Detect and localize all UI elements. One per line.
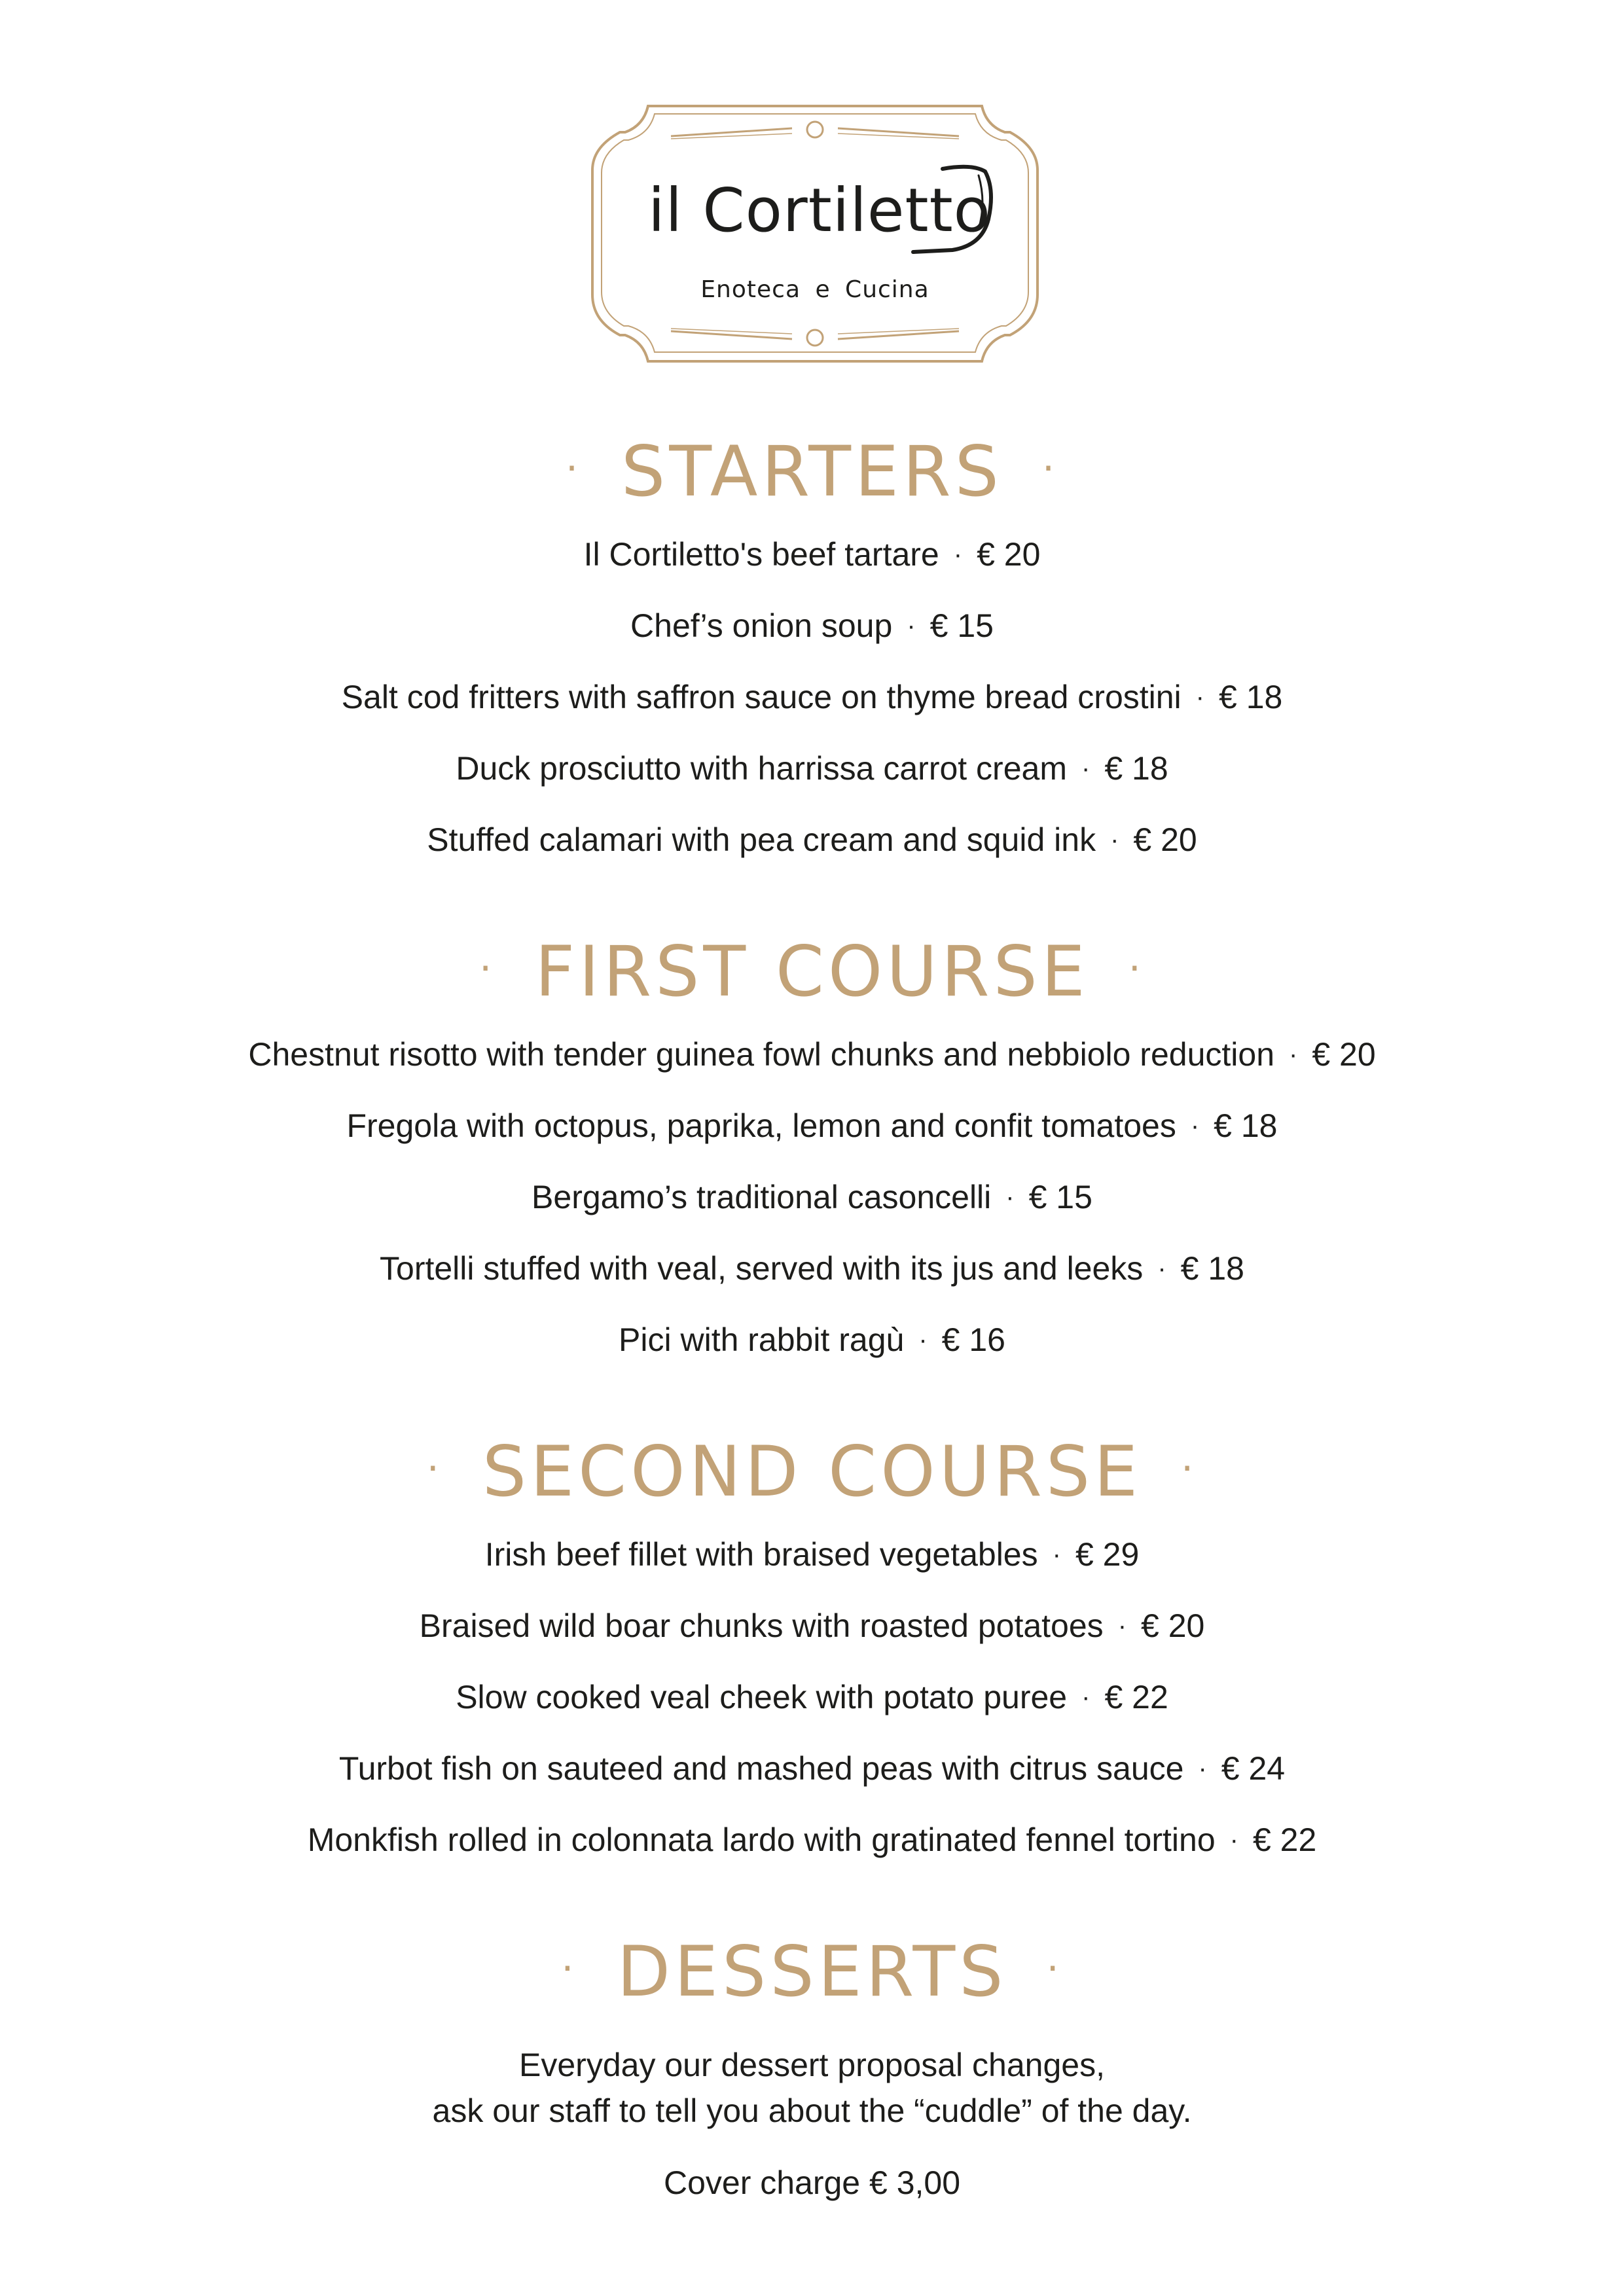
menu-item-name: Pici with rabbit ragù [619, 1321, 905, 1358]
menu-item-separator: · [907, 611, 916, 640]
title-dot-right: · [1046, 1946, 1063, 1992]
menu-item-separator: · [1157, 1254, 1166, 1283]
section-title-second-course [0, 1431, 1624, 1512]
menu-item-price: € 22 [1104, 1679, 1168, 1715]
menu-item-name: Bergamo’s traditional casoncelli [532, 1179, 992, 1215]
title-dot-left: · [426, 1446, 443, 1492]
menu-item [0, 681, 1624, 713]
menu-item-name: Slow cooked veal cheek with potato puree [456, 1679, 1068, 1715]
menu-item-separator: · [1289, 1040, 1298, 1069]
menu-item-name: Salt cod fritters with saffron sauce on thyme bread crostini [341, 679, 1182, 715]
menu-item-price: € 24 [1221, 1750, 1286, 1787]
title-dot-right: · [1181, 1446, 1198, 1492]
title-dot-left: · [565, 446, 583, 492]
menu-item-name: Duck prosciutto with harrissa carrot cream [456, 750, 1067, 787]
dessert-note-line2: ask our staff to tell you about the “cuddle” of the day. [432, 2092, 1192, 2129]
menu-item [0, 1609, 1624, 1642]
menu-item-price: € 15 [1028, 1179, 1092, 1215]
dessert-note-line1: Everyday our dessert proposal changes, [519, 2047, 1105, 2083]
menu-item [0, 823, 1624, 856]
menu-item [0, 538, 1624, 571]
menu-item-price: € 16 [941, 1321, 1005, 1358]
menu-item-separator: · [1081, 754, 1091, 783]
menu-item-name: Monkfish rolled in colonnata lardo with gratinated fennel tortino [307, 1821, 1216, 1858]
logo-name: il Cortiletto [648, 175, 991, 245]
menu-item-name: Fregola with octopus, paprika, lemon and confit tomatoes [346, 1107, 1176, 1144]
starters-title: STARTERS [621, 431, 1003, 512]
menu-item-price: € 18 [1104, 750, 1168, 787]
menu-item-name: Irish beef fillet with braised vegetables [484, 1536, 1038, 1573]
menu-item-separator: · [1005, 1183, 1015, 1211]
menu-item-name: Il Cortiletto's beef tartare [583, 536, 939, 573]
title-dot-right: · [1128, 946, 1145, 992]
menu-item-price: € 29 [1075, 1536, 1140, 1573]
menu-item [0, 752, 1624, 785]
restaurant-logo [586, 98, 1044, 370]
section-title-first-course [0, 931, 1624, 1012]
menu-item-price: € 15 [929, 607, 994, 644]
menu-item [0, 1752, 1624, 1785]
menu-item [0, 1109, 1624, 1142]
menu-item [0, 609, 1624, 642]
menu-item-name: Turbot fish on sauteed and mashed peas with citrus sauce [338, 1750, 1184, 1787]
menu-item-price: € 20 [977, 536, 1041, 573]
menu-item [0, 1038, 1624, 1071]
menu-item-separator: · [1198, 1754, 1207, 1783]
menu-item-price: € 20 [1312, 1036, 1376, 1073]
menu-item [0, 1538, 1624, 1571]
menu-item-separator: · [1081, 1683, 1091, 1712]
menu-item-name: Braised wild boar chunks with roasted potatoes [419, 1607, 1104, 1644]
menu-item-price: € 18 [1214, 1107, 1278, 1144]
menu-item-separator: · [1052, 1540, 1061, 1569]
menu-item-separator: · [1117, 1611, 1127, 1640]
logo-subtitle: Enoteca e Cucina [700, 276, 929, 303]
menu-item [0, 1252, 1624, 1285]
menu-item-price: € 18 [1180, 1250, 1244, 1287]
menu-item [0, 1323, 1624, 1356]
cover-charge: Cover charge € 3,00 [663, 2164, 961, 2201]
desserts-title: DESSERTS [617, 1931, 1007, 2012]
menu-item-name: Chestnut risotto with tender guinea fowl chunks and nebbiolo reduction [248, 1036, 1274, 1073]
menu-item [0, 1823, 1624, 1856]
section-title-starters [0, 431, 1624, 512]
section-title-desserts [0, 1931, 1624, 2012]
menu-item-price: € 20 [1133, 821, 1197, 858]
menu-item-separator: · [1195, 683, 1204, 711]
menu-item-separator: · [1110, 825, 1119, 854]
first-course-title: FIRST COURSE [535, 931, 1089, 1012]
title-dot-left: · [561, 1946, 578, 1992]
menu-item [0, 1181, 1624, 1213]
menu-item-price: € 20 [1141, 1607, 1205, 1644]
menu-item-separator: · [1190, 1111, 1200, 1140]
menu-item-separator: · [953, 540, 963, 569]
menu-item-price: € 22 [1252, 1821, 1317, 1858]
second-course-title: SECOND COURSE [482, 1431, 1142, 1512]
menu-item [0, 1681, 1624, 1713]
title-dot-right: · [1041, 446, 1059, 492]
menu-item-name: Chef’s onion soup [630, 607, 893, 644]
menu-item-separator: · [918, 1325, 928, 1354]
menu-item-name: Tortelli stuffed with veal, served with its jus and leeks [380, 1250, 1144, 1287]
menu-item-price: € 18 [1219, 679, 1283, 715]
title-dot-left: · [479, 946, 496, 992]
menu-item-name: Stuffed calamari with pea cream and squid ink [427, 821, 1096, 858]
menu-item-separator: · [1229, 1825, 1238, 1854]
